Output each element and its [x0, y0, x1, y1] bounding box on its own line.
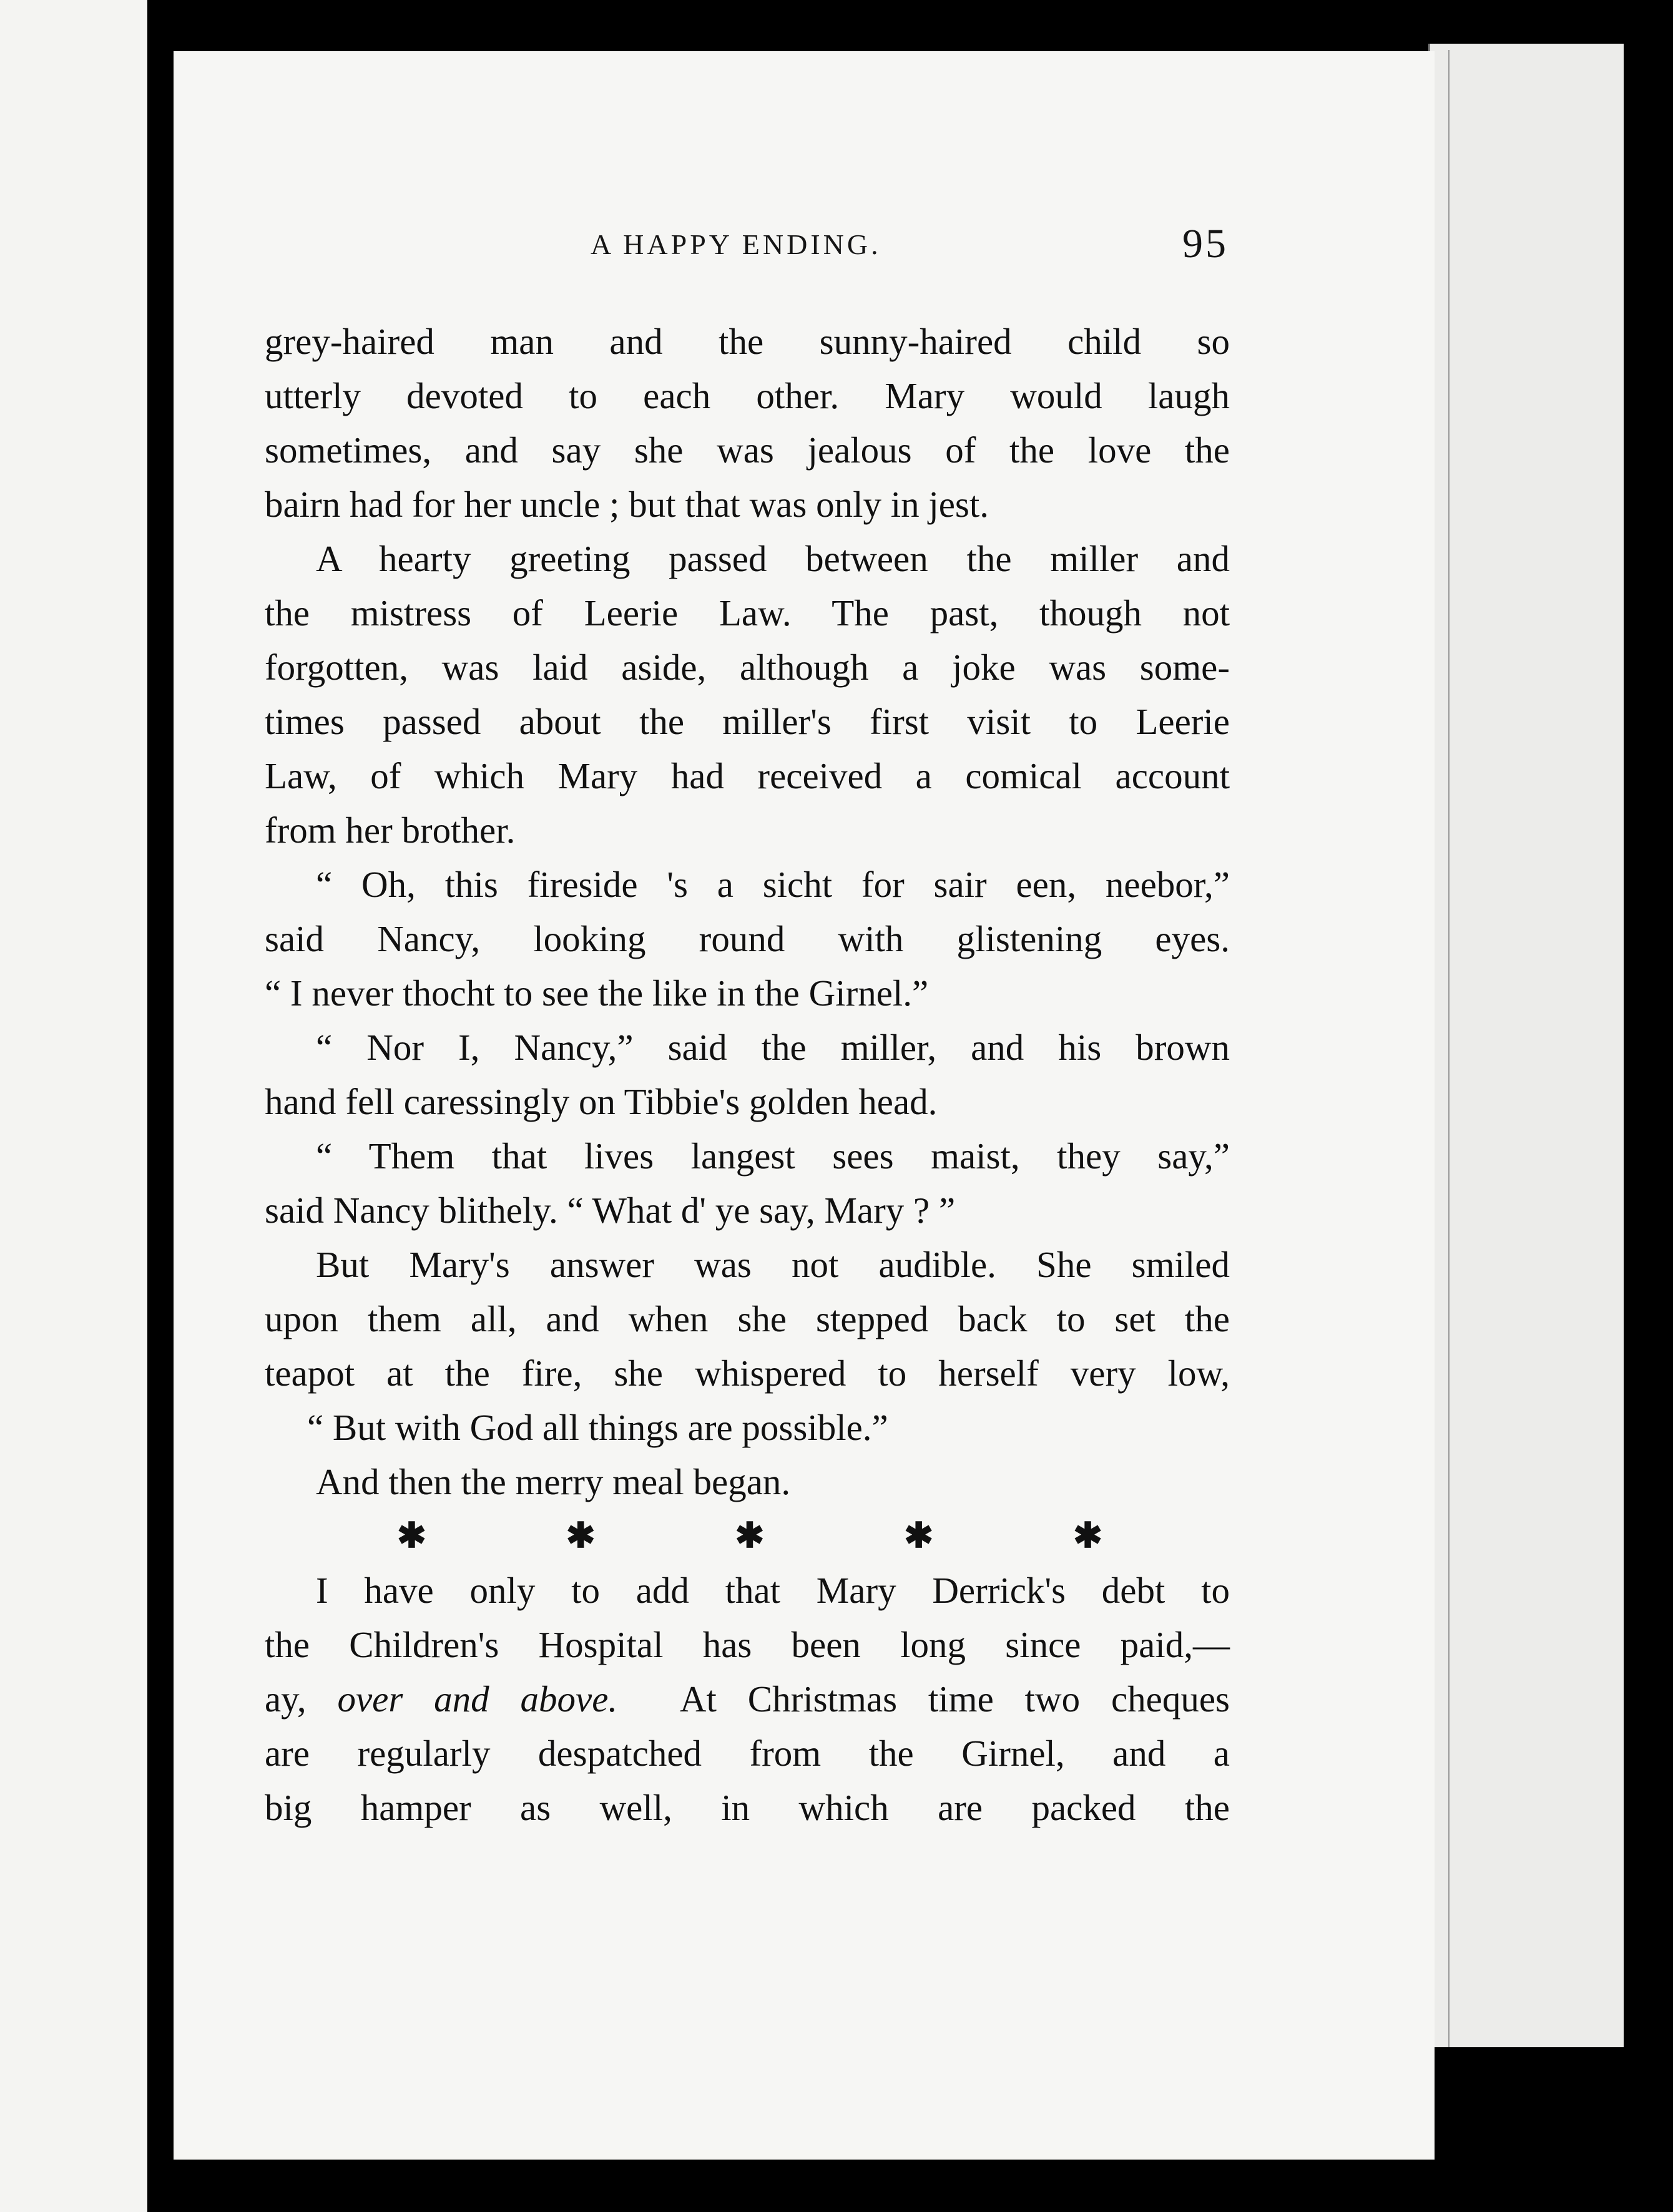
text-line: the mistress of Leerie Law. The past, though not [265, 592, 1230, 634]
text-line: I have only to add that Mary Derrick's debt to [316, 1570, 1230, 1611]
text-line: teapot at the fire, she whispered to herself very low, [265, 1353, 1230, 1394]
asterisk-ornament: ✱ [397, 1517, 426, 1555]
asterisk-ornament: ✱ [1073, 1517, 1102, 1555]
text-line: the Children's Hospital has been long since paid,— [265, 1624, 1230, 1665]
text-line: ay, over and above. At Christmas time two cheques [265, 1678, 1230, 1720]
text-line: are regularly despatched from the Girnel, and a [265, 1733, 1230, 1774]
text-line: utterly devoted to each other. Mary would laugh [265, 375, 1230, 416]
asterisk-ornament: ✱ [566, 1517, 596, 1555]
text-line: sometimes, and say she was jealous of the love the [265, 429, 1230, 471]
page-stack-edge-inner [1448, 50, 1599, 2047]
text-span: At Christmas time two cheques [679, 1678, 1230, 1720]
text-line: But Mary's answer was not audible. She smiled [316, 1244, 1230, 1285]
book-page [174, 51, 1435, 2160]
section-separator [397, 1509, 1102, 1564]
asterisk-ornament: ✱ [735, 1517, 765, 1555]
text-line: “ Oh, this fireside 's a sicht for sair een, neebor,” [316, 864, 1230, 905]
text-line: Law, of which Mary had received a comical account [265, 755, 1230, 796]
text-line: from her brother. [265, 810, 516, 851]
text-line: “ Nor I, Nancy,” said the miller, and his brown [316, 1027, 1230, 1068]
text-line: times passed about the miller's first visit to Leerie [265, 701, 1230, 742]
text-line: And then the merry meal began. [316, 1461, 791, 1502]
text-line: forgotten, was laid aside, although a joke was some- [265, 647, 1230, 688]
text-line: upon them all, and when she stepped back to set the [265, 1298, 1230, 1339]
text-line: “ But with God all things are possible.” [307, 1407, 888, 1448]
text-line: “ I never thocht to see the like in the Girnel.” [265, 972, 929, 1014]
page-number: 95 [1182, 221, 1229, 267]
asterisk-ornament: ✱ [904, 1517, 934, 1555]
text-line: grey-haired man and the sunny-haired child so [265, 321, 1230, 362]
text-line: bairn had for her uncle ; but that was only in jest. [265, 484, 989, 525]
running-head [174, 221, 1435, 278]
text-line: A hearty greeting passed between the miller and [316, 538, 1230, 579]
text-line: said Nancy, looking round with glistening eyes. [265, 918, 1230, 959]
italic-phrase: over and above. [306, 1678, 618, 1720]
text-line: hand fell caressingly on Tibbie's golden head. [265, 1081, 938, 1122]
facing-page-edge [0, 0, 147, 2212]
text-line: “ Them that lives langest sees maist, they say,” [316, 1135, 1230, 1177]
running-title: A HAPPY ENDING. [591, 228, 881, 260]
body-text [265, 315, 1230, 1835]
text-line: big hamper as well, in which are packed the [265, 1787, 1230, 1828]
text-line: said Nancy blithely. “ What d' ye say, Mary ? ” [265, 1190, 956, 1231]
